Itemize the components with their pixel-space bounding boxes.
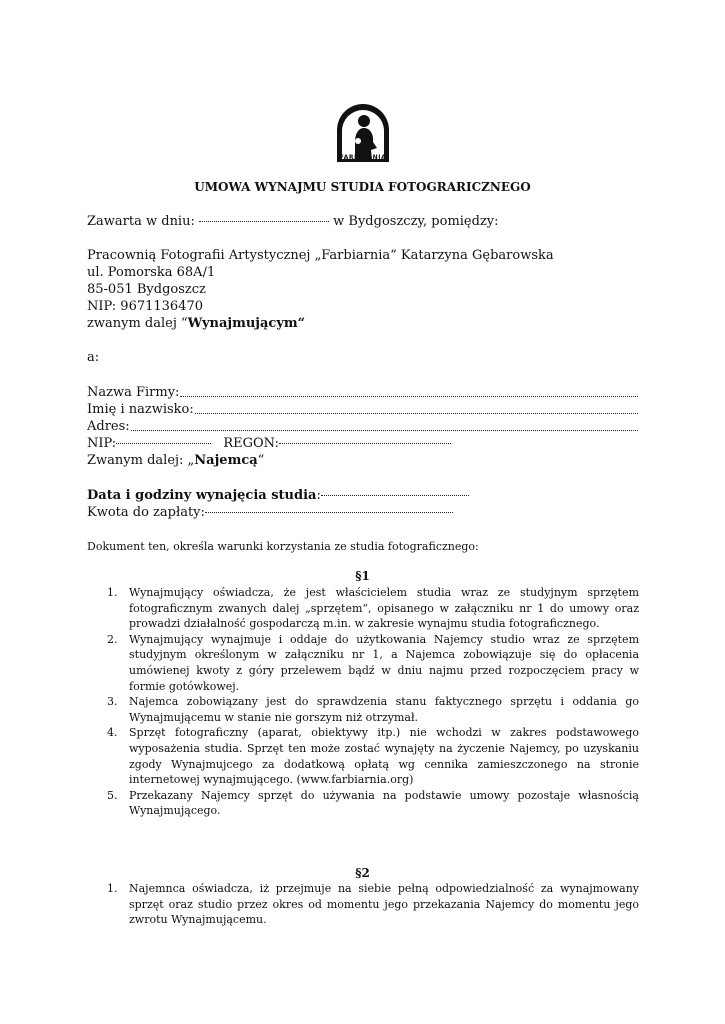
list-item xyxy=(107,881,639,928)
rental-dates-line xyxy=(87,487,469,504)
amount-field[interactable] xyxy=(205,511,453,513)
rental-dates-label: Data i godziny wynajęcia studia xyxy=(87,488,317,503)
item-number: 1. xyxy=(107,586,118,599)
tenant-called-suffix: “ xyxy=(257,453,265,468)
section-1-heading: §1 xyxy=(355,569,370,583)
item-number: 2. xyxy=(107,632,118,646)
rental-dates-colon: : xyxy=(316,488,321,503)
landlord-street: ul. Pomorska 68A/1 xyxy=(87,265,216,280)
section-1-list xyxy=(107,585,639,819)
address-line xyxy=(87,418,638,435)
company-name-line xyxy=(87,384,638,401)
intro-text: Dokument ten, określa warunki korzystania ze studia fotograficznego: xyxy=(87,540,479,553)
landlord-role-name: Wynajmującym“ xyxy=(187,316,306,331)
full-name-line xyxy=(87,401,638,418)
tenant-role-name: Najemcą xyxy=(194,453,258,468)
logo-text: FARBIARNIA xyxy=(339,154,387,161)
section-2-list xyxy=(107,881,639,928)
list-item xyxy=(107,725,639,787)
address-label: Adres: xyxy=(87,419,130,434)
tenant-called xyxy=(87,452,264,469)
item-text: Wynajmujący oświadcza, że jest właścicielem studia wraz ze studyjnym sprzętem fotograficznym zwanych dalej „sprzętem“, opisanego w załączniku nr 1 do umowy oraz prowadzi działalność gospodarczą m.in. w zakresie wynajmu studia fotograficznego. xyxy=(129,586,639,631)
company-name-label: Nazwa Firmy: xyxy=(87,385,180,400)
landlord-called-prefix: zwanym dalej “ xyxy=(87,316,188,331)
item-text: Sprzęt fotograficzny (aparat, obiektywy itp.) nie wchodzi w zakres podstawowego wyposażenia studia. Sprzęt ten może zostać wynajęty na życzenie Najemcy, po uzyskaniu zgody Wynajmujcego za dodatkową opłatą wg cennika zamieszczonego na stronie internetowej wynajmującego. (www.farbiarnia.org) xyxy=(129,726,639,787)
item-number: 1. xyxy=(107,882,118,895)
item-number: 3. xyxy=(107,695,118,709)
full-name-label: Imię i nazwisko: xyxy=(87,402,194,417)
contract-date-label: Zawarta w dniu: xyxy=(87,214,195,229)
tenant-nip-label: NIP: xyxy=(87,436,117,451)
tenant-regon-label: REGON: xyxy=(223,436,279,451)
list-item xyxy=(107,788,639,819)
company-name-field[interactable] xyxy=(180,384,638,397)
item-text: Wynajmujący wynajmuje i oddaje do użytkowania Najemcy studio wraz ze sprzętem studyjnym określonym w załączniku nr 1, a Najemca zobowiązuje się do opłacenia umówienej kwoty z góry przelewem bądź w dniu najmu przed rozpoczęciem pracy w formie gotówkowej. xyxy=(129,632,639,693)
item-text: Najemnca oświadcza, iż przejmuje na siebie pełną odpowiedzialność za wynajmowany sprzęt oraz studio przez okres od momentu jego przekazania Najemcy do momentu jego zwrotu Wynajmującemu. xyxy=(129,882,639,927)
item-text: Najemca zobowiązany jest do sprawdzenia stanu faktycznego sprzętu i oddania go Wynajmującemu w stanie nie gorszym niż otrzymał. xyxy=(129,695,639,724)
contract-place-label: w Bydgoszczy, pomiędzy: xyxy=(333,214,499,229)
document-title: UMOWA WYNAJMU STUDIA FOTOGRARICZNEGO xyxy=(194,180,531,194)
list-item xyxy=(107,585,639,632)
landlord-name: Pracownią Fotografii Artystycznej „Farbiarnia“ Katarzyna Gębarowska xyxy=(87,248,554,263)
tenant-called-prefix: Zwanym dalej: „ xyxy=(87,453,195,468)
item-text: Przekazany Najemcy sprzęt do używania na podstawie umowy pozostaje własnością Wynajmującego. xyxy=(129,788,639,818)
rental-dates-field[interactable] xyxy=(321,494,469,496)
landlord-nip: NIP: 9671136470 xyxy=(87,299,204,314)
item-number: 5. xyxy=(107,788,118,802)
tenant-nip-field[interactable] xyxy=(116,442,211,444)
amount-line xyxy=(87,504,453,521)
full-name-field[interactable] xyxy=(195,401,638,414)
address-field[interactable] xyxy=(131,418,638,431)
nip-regon-line xyxy=(87,435,451,452)
tenant-regon-field[interactable] xyxy=(279,442,451,444)
landlord-called xyxy=(87,315,305,332)
contract-date-line xyxy=(87,213,499,230)
list-item xyxy=(107,694,639,725)
contract-date-field[interactable] xyxy=(199,220,329,222)
item-number: 4. xyxy=(107,726,118,740)
amount-label: Kwota do zapłaty: xyxy=(87,505,205,520)
and-label: a: xyxy=(87,350,100,365)
landlord-city: 85-051 Bydgoszcz xyxy=(87,282,206,297)
list-item xyxy=(107,632,639,694)
section-2-heading: §2 xyxy=(355,866,370,880)
